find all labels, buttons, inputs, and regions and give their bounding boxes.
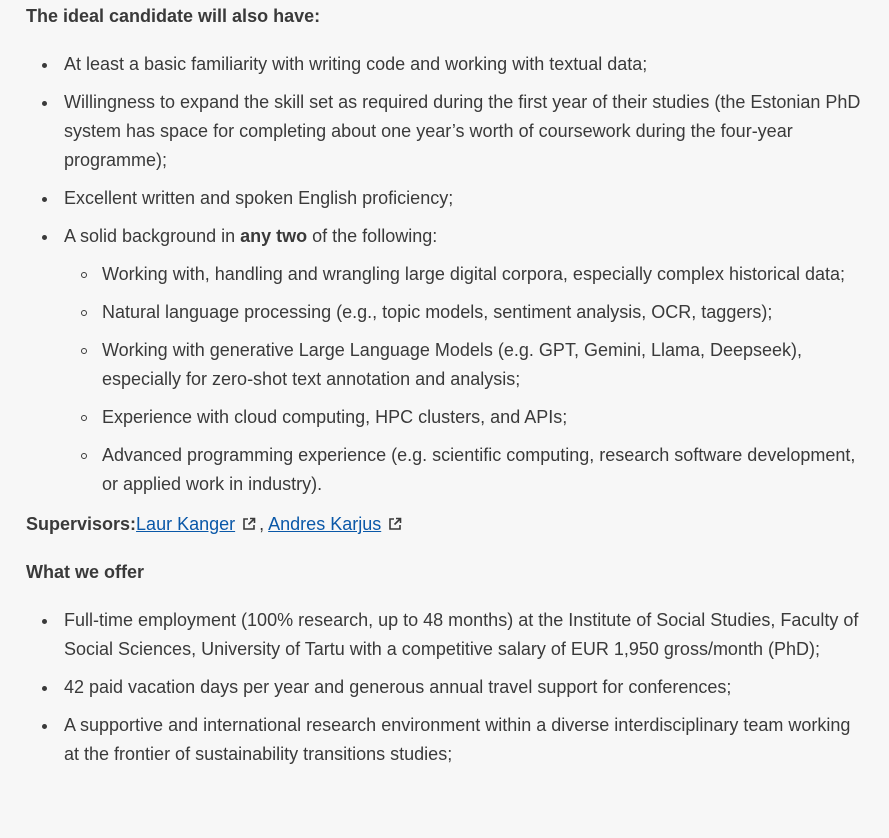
list-item-text: Full-time employment (100% research, up to 48 months) at the Institute of Social Studies, Faculty of Social Sciences, University of Tartu with a competitive salary of EUR 1,950 gross/month (PhD); [64,610,859,659]
list-item-text: of the following: [307,226,438,246]
sublist-item-text: Working with, handling and wrangling large digital corpora, especially complex historical data; [102,264,846,284]
list-item [26,673,869,702]
sublist-item [64,336,869,394]
list-item-text: A supportive and international research environment within a diverse interdisciplinary team working at the frontier of sustainability transitions studies; [64,715,851,764]
candidate-list [26,50,869,499]
list-item-text: Willingness to expand the skill set as required during the first year of their studies (the Estonian PhD system has space for completing about one year’s worth of coursework during the four-year programme); [64,92,861,170]
candidate-heading: The ideal candidate will also have: [26,6,321,26]
external-link-icon[interactable] [388,517,402,531]
offer-list [26,606,869,769]
separator: , [259,514,265,534]
supervisors-label: Supervisors: [26,514,137,534]
sublist-item-text: Working with generative Large Language Models (e.g. GPT, Gemini, Llama, Deepseek), especially for zero-shot text annotation and analysis; [102,340,803,389]
list-item-text: Excellent written and spoken English proficiency; [64,188,454,208]
sublist-item [64,260,869,289]
list-item-text: A solid background in [64,226,241,246]
supervisor-link-laur-kanger[interactable]: Laur Kanger [136,514,236,534]
emphasis-text: any two [240,226,308,246]
sublist-item-text: Advanced programming experience (e.g. scientific computing, research software development, or applied work in industry). [102,445,856,494]
list-item-text: 42 paid vacation days per year and generous annual travel support for conferences; [64,677,732,697]
background-sublist [64,260,869,499]
list-item [26,711,869,769]
list-item [26,88,869,175]
list-item [26,222,869,499]
sublist-item [64,441,869,499]
offer-heading: What we offer [26,562,145,582]
external-link-icon[interactable] [242,517,256,531]
supervisors-line [26,510,869,539]
sublist-item [64,298,869,327]
list-item-text: At least a basic familiarity with writing code and working with textual data; [64,54,648,74]
sublist-item [64,403,869,432]
supervisor-link-andres-karjus[interactable]: Andres Karjus [268,514,382,534]
list-item [26,184,869,213]
sublist-item-text: Natural language processing (e.g., topic models, sentiment analysis, OCR, taggers); [102,302,773,322]
list-item [26,606,869,664]
sublist-item-text: Experience with cloud computing, HPC clusters, and APIs; [102,407,568,427]
list-item [26,50,869,79]
